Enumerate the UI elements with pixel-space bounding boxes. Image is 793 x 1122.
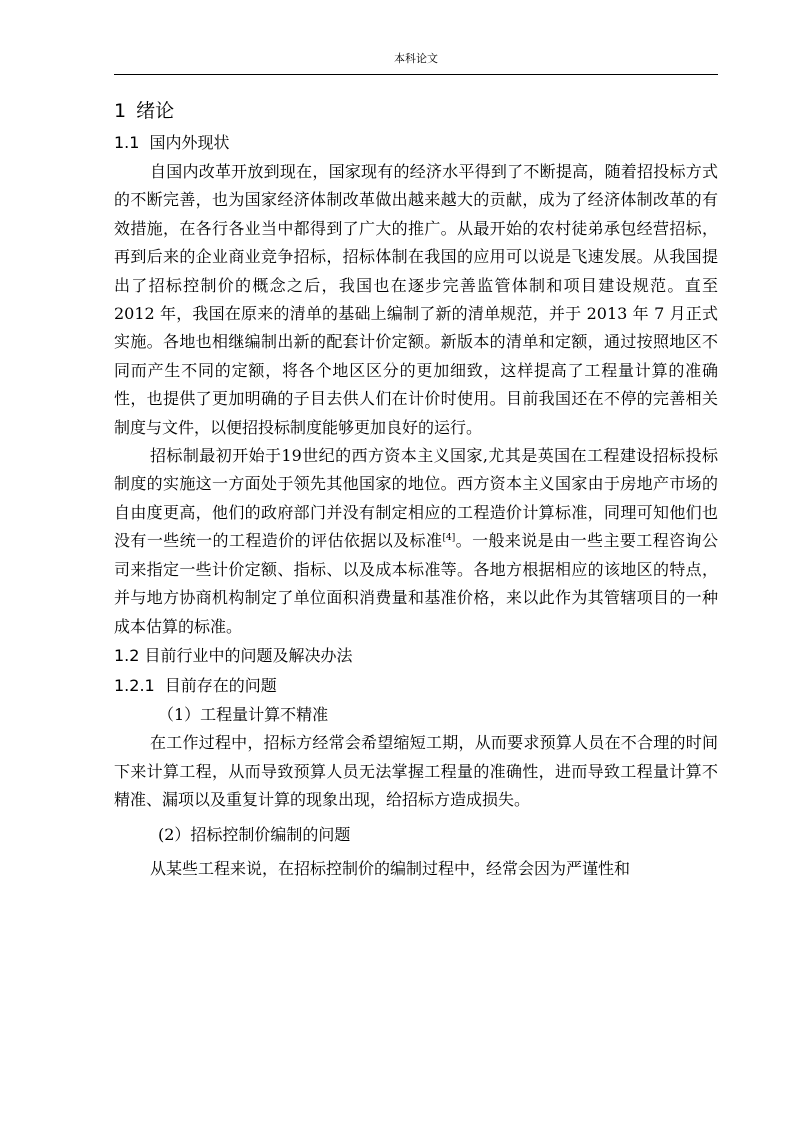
- chapter-heading: [114, 94, 718, 128]
- chapter-title: 绪论: [136, 100, 175, 122]
- paragraph-item-1: 在工作过程中，招标方经常会希望缩短工期，从而要求预算人员在不合理的时间下来计算工程，从而导致预算人员无法掌握工程量的准确性，进而导致工程量计算不精准、漏项以及重复计算的现象出现，给招标方造成损失。: [114, 733, 718, 810]
- item-heading-1: （1）工程量计算不精准: [158, 704, 329, 724]
- section-title: 国内外现状: [149, 133, 230, 152]
- section-number: 1.1: [114, 133, 140, 152]
- paragraph-domestic-status: 自国内改革开放到现在，国家现有的经济水平得到了不断提高，随着招投标方式的不断完善，也为国家经济体制改革做出越来越大的贡献，成为了经济体制改革的有效措施，在各行各业当中都得到了广大的推广。从最开始的农村徒弟承包经营招标，再到后来的企业商业竞争招标，招标体制在我国的应用可以说是飞速发展。从我国提出了招标控制价的概念之后，我国也在逐步完善监管体制和项目建设规范。直至 2012 年，我国在原来的清单的基础上编制了新的清单规范，并于 2013 年 7 月正式实施。各地也相继编制出新的配套计价定额。新版本的清单和定额，通过按照地区不同而产生不同的定额，将各个地区区分的更加细致，这样提高了工程量计算的准确性，也提供了更加明确的子目去供人们在计价时使用。目前我国还在不停的完善相关制度与文件，以便招投标制度能够更加良好的运行。: [114, 162, 718, 437]
- paragraph-text: 招标制最初开始于19世纪的西方资本主义国家,尤其是英国在工程建设招标投标制度的实施这一方面处于领先其他国家的地位。西方资本主义国家由于房地产市场的自由度更高，他们的政府部门并没有制定相应的工程造价计算标准，同理可知他们也没有一些统一的工程造价的评估依据以及标准: [114, 446, 718, 551]
- paragraph-item-2: 从某些工程来说，在招标控制价的编制过程中，经常会因为严谨性和: [150, 858, 631, 878]
- citation-reference: [4]: [442, 533, 456, 544]
- subsection-title: 目前存在的问题: [164, 675, 277, 695]
- header-divider: [114, 74, 718, 75]
- page-body: [114, 94, 718, 883]
- subsection-heading-1-2-1: [114, 671, 718, 701]
- subsection-number: 1.2.1: [114, 675, 155, 695]
- section-heading-1-1: [114, 128, 718, 158]
- paragraph-foreign-status: [114, 442, 718, 641]
- chapter-number: 1: [114, 100, 127, 122]
- running-header: 本科论文: [394, 52, 438, 65]
- section-heading-1-2: 1.2 目前行业中的问题及解决办法: [114, 645, 353, 665]
- item-heading-2: (2）招标控制价编制的问题: [158, 824, 351, 844]
- paragraph-text: 。一般来说是由一些主要工程咨询公司来指定一些计价定额、指标、以及成本标准等。各地方根据相应的该地区的特点，并与地方协商机构制定了单位面积消费量和基准价格，来以此作为其管辖项目的一种成本估算的标准。: [114, 531, 718, 636]
